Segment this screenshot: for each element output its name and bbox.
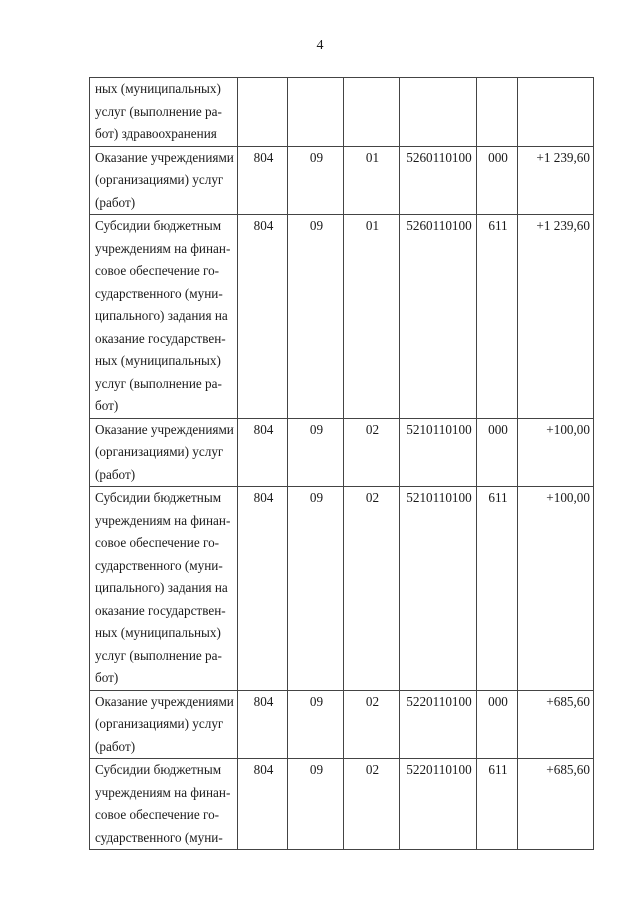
- target-article-cell: [400, 78, 477, 147]
- item-name-line: Субсидии бюджетным: [95, 490, 222, 505]
- amount-cell: +685,60: [518, 759, 594, 850]
- item-name-line: услуг (выполнение ра-: [95, 647, 222, 663]
- code-cell: 804: [238, 215, 288, 419]
- item-name-line: (работ): [95, 466, 136, 482]
- item-name-line: бот): [95, 398, 119, 413]
- table-row: [90, 690, 594, 759]
- amount-cell: +100,00: [518, 418, 594, 487]
- item-name-line: сударственного (муни-: [95, 285, 223, 301]
- table-row: [90, 418, 594, 487]
- item-name-cell: [90, 690, 238, 759]
- item-name-cell: [90, 487, 238, 691]
- item-name-line: услуг (выполнение ра-: [95, 375, 222, 391]
- subsection-cell: 02: [344, 690, 400, 759]
- item-name-line: совое обеспечение го-: [95, 263, 220, 278]
- subsection-cell: [344, 78, 400, 147]
- expense-type-cell: 611: [477, 487, 518, 691]
- expense-type-cell: 000: [477, 690, 518, 759]
- target-article-cell: 5210110100: [400, 487, 477, 691]
- item-name-line: сударственного (муни-: [95, 829, 223, 845]
- item-name-line: (организациями) услуг: [95, 716, 224, 731]
- code-cell: [238, 78, 288, 147]
- section-cell: 09: [288, 146, 344, 215]
- section-cell: 09: [288, 759, 344, 850]
- item-name-line: Субсидии бюджетным: [95, 218, 222, 233]
- section-cell: 09: [288, 690, 344, 759]
- section-cell: 09: [288, 215, 344, 419]
- item-name-line: учреждениям на финан-: [95, 240, 231, 256]
- target-article-cell: 5220110100: [400, 759, 477, 850]
- item-name-line: Оказание учреждениями: [95, 421, 234, 437]
- target-article-cell: 5260110100: [400, 215, 477, 419]
- section-cell: 09: [288, 418, 344, 487]
- amount-cell: +685,60: [518, 690, 594, 759]
- item-name-line: бот): [95, 670, 119, 685]
- item-name-line: оказание государствен-: [95, 330, 226, 346]
- expense-type-cell: 611: [477, 215, 518, 419]
- code-cell: 804: [238, 487, 288, 691]
- item-name-line: учреждениям на финан-: [95, 512, 231, 528]
- amount-cell: +100,00: [518, 487, 594, 691]
- item-name-line: (работ): [95, 194, 136, 210]
- expense-type-cell: 611: [477, 759, 518, 850]
- item-name-line: ных (муниципальных): [95, 353, 221, 368]
- table-row: [90, 215, 594, 419]
- table-row: [90, 487, 594, 691]
- code-cell: 804: [238, 759, 288, 850]
- item-name-line: совое обеспечение го-: [95, 807, 220, 822]
- item-name-cell: [90, 215, 238, 419]
- target-article-cell: 5220110100: [400, 690, 477, 759]
- item-name-line: ципального) задания на: [95, 308, 228, 323]
- expense-type-cell: [477, 78, 518, 147]
- item-name-line: Субсидии бюджетным: [95, 762, 222, 777]
- item-name-cell: [90, 418, 238, 487]
- item-name-line: оказание государствен-: [95, 602, 226, 618]
- subsection-cell: 02: [344, 759, 400, 850]
- table-row: [90, 146, 594, 215]
- subsection-cell: 01: [344, 146, 400, 215]
- expense-type-cell: 000: [477, 146, 518, 215]
- item-name-line: Оказание учреждениями: [95, 693, 234, 709]
- amount-cell: [518, 78, 594, 147]
- item-name-line: учреждениям на финан-: [95, 784, 231, 800]
- subsection-cell: 02: [344, 418, 400, 487]
- budget-table: [89, 77, 594, 850]
- item-name-line: (организациями) услуг: [95, 444, 224, 459]
- table-row: [90, 759, 594, 850]
- table-row: [90, 78, 594, 147]
- item-name-line: Оказание учреждениями: [95, 149, 234, 165]
- section-cell: [288, 78, 344, 147]
- item-name-line: ных (муниципальных): [95, 81, 221, 96]
- item-name-line: услуг (выполнение ра-: [95, 103, 222, 119]
- item-name-line: бот) здравоохранения: [95, 126, 217, 141]
- item-name-line: (работ): [95, 738, 136, 754]
- item-name-line: совое обеспечение го-: [95, 535, 220, 550]
- expense-type-cell: 000: [477, 418, 518, 487]
- subsection-cell: 02: [344, 487, 400, 691]
- section-cell: 09: [288, 487, 344, 691]
- item-name-cell: [90, 146, 238, 215]
- item-name-line: (организациями) услуг: [95, 172, 224, 187]
- item-name-cell: [90, 759, 238, 850]
- code-cell: 804: [238, 690, 288, 759]
- subsection-cell: 01: [344, 215, 400, 419]
- item-name-line: ных (муниципальных): [95, 625, 221, 640]
- item-name-line: сударственного (муни-: [95, 557, 223, 573]
- target-article-cell: 5210110100: [400, 418, 477, 487]
- page-number: 4: [316, 38, 324, 53]
- target-article-cell: 5260110100: [400, 146, 477, 215]
- code-cell: 804: [238, 418, 288, 487]
- item-name-line: ципального) задания на: [95, 580, 228, 595]
- amount-cell: +1 239,60: [518, 146, 594, 215]
- amount-cell: +1 239,60: [518, 215, 594, 419]
- code-cell: 804: [238, 146, 288, 215]
- item-name-cell: [90, 78, 238, 147]
